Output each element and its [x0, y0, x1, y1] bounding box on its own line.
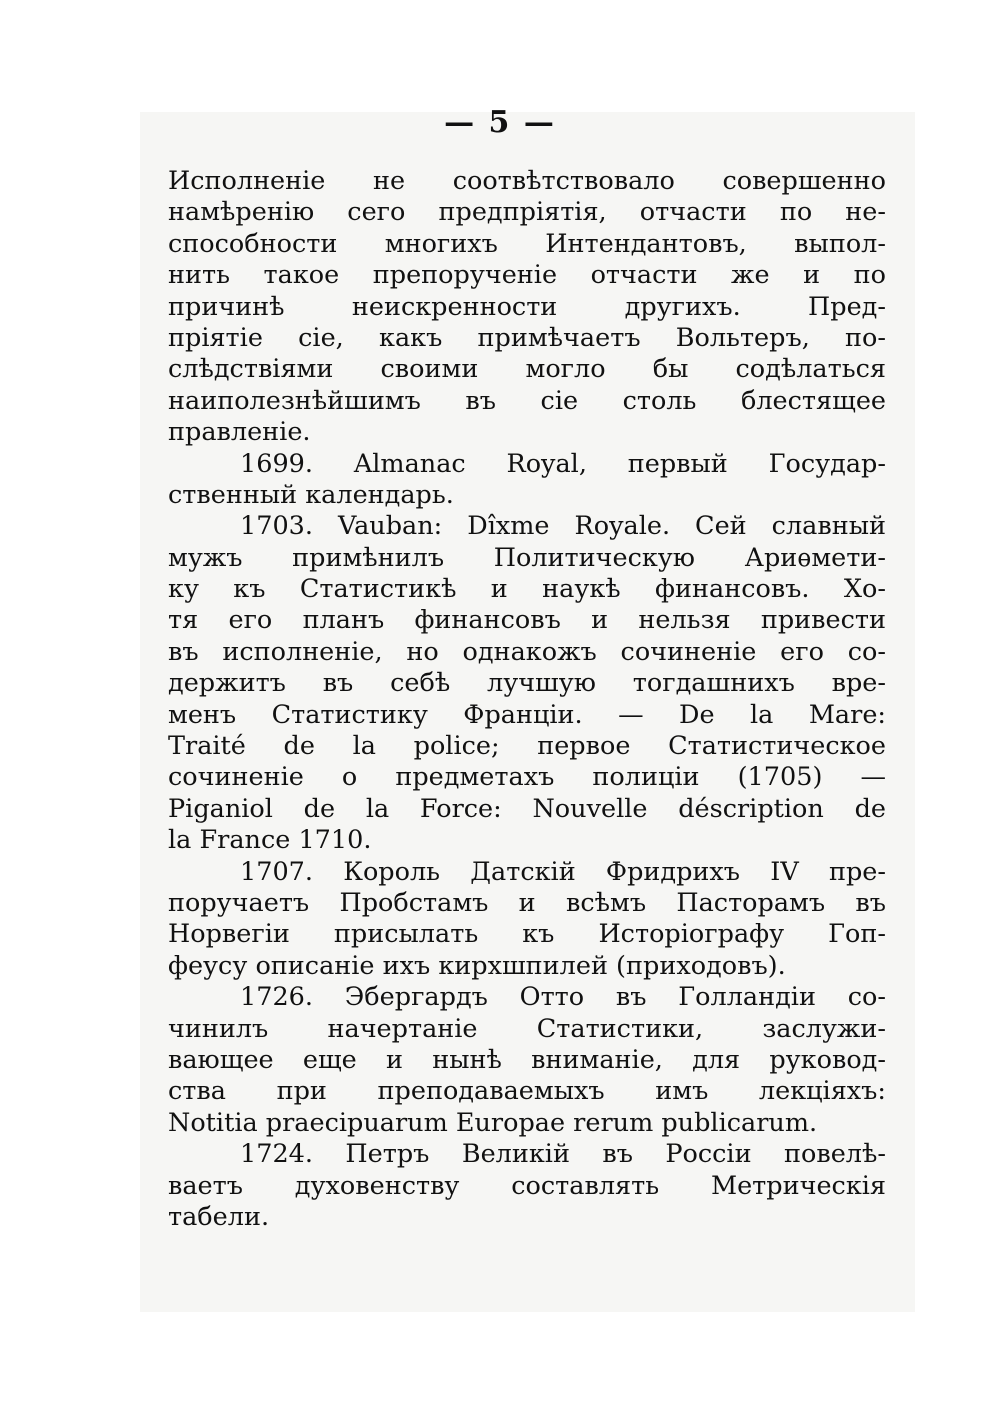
entry-1724-line: 1724. Петръ Великій въ Россіи повелѣ- [240, 1139, 886, 1170]
text-line: ваетъ духовенству составлять Метрическія [168, 1170, 886, 1201]
text-line: нить такое препорученіе отчасти же и по [168, 260, 886, 291]
text-line: la France 1710. [168, 825, 372, 856]
text-line: намѣренію сего предпріятія, отчасти по не- [168, 197, 886, 228]
text-line: держитъ въ себѣ лучшую тогдашнихъ вре- [168, 668, 886, 699]
text-line: ку къ Статистикѣ и наукѣ финансовъ. Хо- [168, 574, 886, 605]
entry-1707-line: 1707. Король Датскій Фридрихъ IV пре- [240, 856, 886, 887]
text-line: Piganiol de la Force: Nouvelle déscription de [168, 793, 886, 824]
text-line: причинѣ неискренности другихъ. Пред- [168, 291, 886, 322]
text-line: тя его планъ финансовъ и нельзя привести [168, 605, 886, 636]
text-line: правленіе. [168, 417, 311, 448]
body-text [168, 166, 886, 1233]
text-line: мужъ примѣнилъ Политическую Ариѳмети- [168, 542, 886, 573]
page-number: — 5 — [444, 105, 556, 140]
text-line: пріятіе сіе, какъ примѣчаетъ Вольтеръ, по- [168, 322, 886, 353]
text-line: способности многихъ Интендантовъ, выпол- [168, 228, 886, 259]
text-line: менъ Статистику Франціи. — De la Mare: [168, 699, 886, 730]
text-line: въ исполненіе, но однакожъ сочиненіе его со- [168, 636, 886, 667]
text-line: Норвегіи присылать къ Исторіографу Гоп- [168, 919, 886, 950]
text-line: феусу описаніе ихъ кирхшпилей (приходовъ). [168, 950, 786, 981]
text-line: ственный календарь. [168, 479, 454, 510]
entry-1726-line: 1726. Эбергардъ Отто въ Голландіи со- [240, 982, 886, 1013]
text-line: слѣдствіями своими могло бы содѣлаться [168, 354, 886, 385]
text-line: табели. [168, 1201, 270, 1232]
text-line: поручаетъ Пробстамъ и всѣмъ Пасторамъ въ [168, 887, 886, 918]
entry-1699-line: 1699. Almanac Royal, первый Государ- [240, 448, 886, 479]
text-line: ства при преподаваемыхъ имъ лекціяхъ: [168, 1076, 886, 1107]
text-line: сочиненіе о предметахъ полиціи (1705) — [168, 762, 886, 793]
text-line: наиполезнѣйшимъ въ сіе столь блестящее [168, 385, 886, 416]
text-line: Исполненіе не соотвѣтствовало совершенно [168, 166, 886, 196]
entry-1703-line: 1703. Vauban: Dîxme Royale. Сей славный [240, 511, 886, 542]
text-line: Traité de la police; первое Статистическое [168, 731, 886, 762]
text-line: вающее еще и нынѣ вниманіе, для руковод- [168, 1044, 886, 1075]
text-line: Notitia praecipuarum Europae rerum publicarum. [168, 1107, 818, 1138]
text-line: чинилъ начертаніе Статистики, заслужи- [168, 1013, 886, 1044]
